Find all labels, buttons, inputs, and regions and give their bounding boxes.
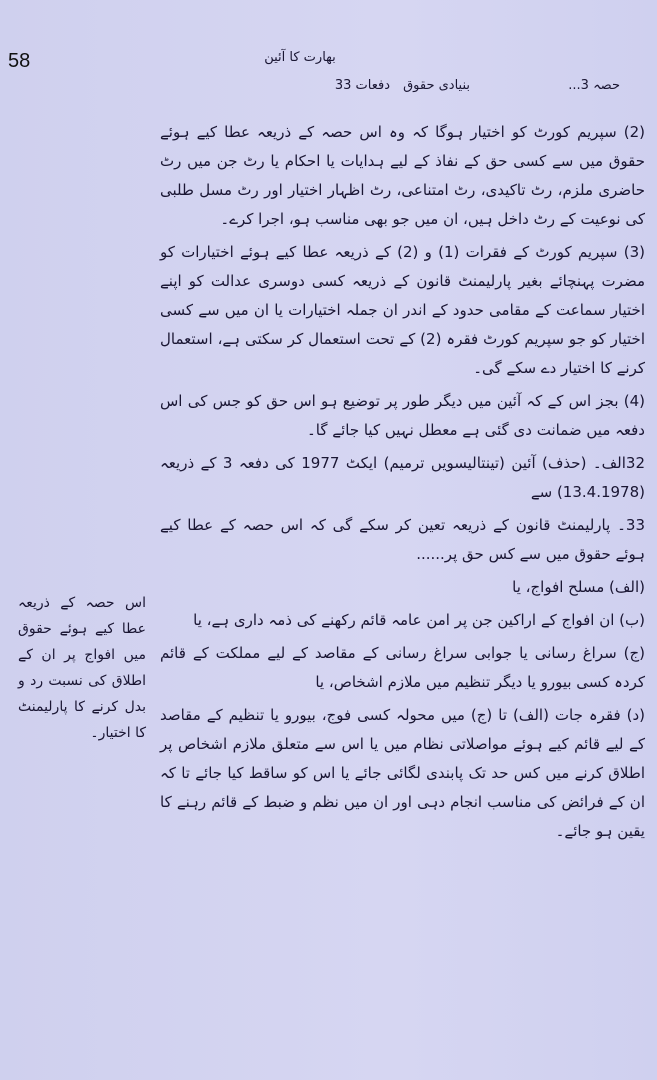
running-header: [280, 78, 620, 98]
header-chapter-title: بنیادی حقوق: [403, 78, 470, 93]
paragraph-32-3: (3) سپریم کورٹ کے فقرات (1) و (2) کے ذریعہ عطا کیے ہوئے اختیارات کو مضرت پہنچائے بغیر پارلیمنٹ قانون کے ذریعہ کسی دوسری عدالت کو اپنے اختیار سماعت کے مقامی حدود کے اندر ان جملہ اختیارات یا ان میں سے کسی اختیار کو جو سپریم کورٹ فقرہ (2) کے تحت استعمال کر سکتی ہے، استعمال کرنے کا اختیار دے سکے گی۔: [160, 243, 645, 377]
page-number: 58: [8, 50, 31, 72]
margin-note-text: اس حصہ کے ذریعہ عطا کیے ہوئے حقوق میں افواج پر ان کے اطلاق کی نسبت رد و بدل کرنے کا پارلیمنٹ کا اختیار۔: [18, 595, 146, 741]
paragraph-32-4: (4) بجز اس کے کہ آئین میں دیگر طور پر توضیع ہو اس حق کو جس کی اس دفعہ میں ضمانت دی گئی ہے معطل نہیں کیا جائے گا۔: [160, 392, 645, 439]
clause-dal: (د) فقرہ جات (الف) تا (ج) میں محولہ کسی فوج، بیورو یا تنظیم کے مقاصد کے لیے قائم کیے ہوئے مواصلاتی نظام میں یا اس سے متعلق ملازم اشخاص پر اطلاق کرنے میں کس حد تک پابندی لگائی جائے یا اس کو ساقط کیا جائے تا کہ ان کے فرائض کی مناسب انجام دہی اور ان میں نظم و ضبط کے قائم رہنے کا یقین ہو جائے۔: [160, 706, 645, 840]
header-part: حصہ 3...: [568, 78, 620, 93]
header-sections: دفعات 33: [334, 78, 390, 93]
clause-jeem: (ج) سراغ رسانی یا جوابی سراغ رسانی کے مقاصد کے لیے مملکت کے قائم کردہ کسی بیورو یا دیگر تنظیم میں ملازم اشخاص، یا: [160, 644, 645, 691]
clause-be: (ب) ان افواج کے اراکین جن پر امن عامہ قائم رکھنے کی ذمہ داری ہے، یا: [193, 611, 645, 629]
paragraph-32-2: (2) سپریم کورٹ کو اختیار ہوگا کہ وہ اس حصہ کے ذریعہ عطا کیے ہوئے حقوق میں سے کسی حق کے نفاذ کے لیے ہدایات یا احکام یا رٹ جن میں رٹ حاضری ملزم، رٹ تاکیدی، رٹ امتناعی، رٹ اظہار اختیار اور رٹ مسل طلبی کی نوعیت کے رٹ داخل ہیں، ان میں جو بھی مناسب ہو، اجرا کرے۔: [160, 123, 645, 228]
clause-alif: (الف) مسلح افواج، یا: [512, 578, 645, 596]
book-title: بھارت کا آئین: [264, 50, 336, 65]
body-text: [160, 118, 645, 850]
paragraph-32a: 32الف۔ (حذف) آئین (تینتالیسویں ترمیم) ایکٹ 1977 کی دفعہ 3 کے ذریعہ (13.4.1978) سے: [160, 454, 645, 501]
margin-note: [18, 590, 146, 746]
paragraph-33: 33۔ پارلیمنٹ قانون کے ذریعہ تعین کر سکے گی کہ اس حصہ کے عطا کیے ہوئے حقوق میں سے کس حق پر......: [160, 516, 645, 563]
